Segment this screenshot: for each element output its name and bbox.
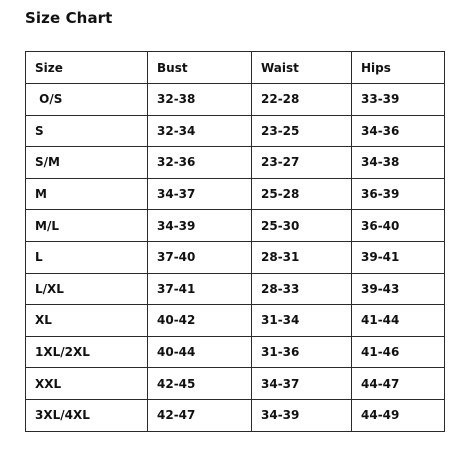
hips-cell: 33-39 bbox=[352, 84, 445, 116]
bust-cell: 42-47 bbox=[148, 399, 252, 431]
hips-cell: 44-49 bbox=[352, 399, 445, 431]
table-row bbox=[26, 273, 445, 305]
bust-cell: 37-40 bbox=[148, 241, 252, 273]
waist-cell: 34-37 bbox=[252, 368, 352, 400]
table-row bbox=[26, 336, 445, 368]
waist-cell: 31-36 bbox=[252, 336, 352, 368]
hips-cell: 41-44 bbox=[352, 305, 445, 337]
header-bust: Bust bbox=[148, 52, 252, 84]
table-row bbox=[26, 147, 445, 179]
size-cell: S/M bbox=[26, 147, 148, 179]
bust-cell: 42-45 bbox=[148, 368, 252, 400]
waist-cell: 28-31 bbox=[252, 241, 352, 273]
hips-cell: 39-41 bbox=[352, 241, 445, 273]
bust-cell: 40-42 bbox=[148, 305, 252, 337]
size-cell: 1XL/2XL bbox=[26, 336, 148, 368]
hips-cell: 36-39 bbox=[352, 178, 445, 210]
size-cell: O/S bbox=[26, 84, 148, 116]
table-row bbox=[26, 210, 445, 242]
bust-cell: 32-38 bbox=[148, 84, 252, 116]
header-hips: Hips bbox=[352, 52, 445, 84]
page-title: Size Chart bbox=[25, 9, 113, 27]
size-cell: XXL bbox=[26, 368, 148, 400]
table-header-row bbox=[26, 52, 445, 84]
waist-cell: 23-27 bbox=[252, 147, 352, 179]
hips-cell: 34-36 bbox=[352, 115, 445, 147]
size-cell: M bbox=[26, 178, 148, 210]
bust-cell: 34-37 bbox=[148, 178, 252, 210]
header-waist: Waist bbox=[252, 52, 352, 84]
bust-cell: 32-36 bbox=[148, 147, 252, 179]
hips-cell: 36-40 bbox=[352, 210, 445, 242]
hips-cell: 34-38 bbox=[352, 147, 445, 179]
size-cell: S bbox=[26, 115, 148, 147]
bust-cell: 37-41 bbox=[148, 273, 252, 305]
table-row bbox=[26, 84, 445, 116]
size-chart-table bbox=[25, 51, 445, 432]
waist-cell: 23-25 bbox=[252, 115, 352, 147]
hips-cell: 39-43 bbox=[352, 273, 445, 305]
bust-cell: 34-39 bbox=[148, 210, 252, 242]
table-row bbox=[26, 305, 445, 337]
table-row bbox=[26, 399, 445, 431]
table-row bbox=[26, 115, 445, 147]
table-row bbox=[26, 178, 445, 210]
size-cell: XL bbox=[26, 305, 148, 337]
bust-cell: 32-34 bbox=[148, 115, 252, 147]
size-cell: 3XL/4XL bbox=[26, 399, 148, 431]
waist-cell: 25-30 bbox=[252, 210, 352, 242]
size-cell: L/XL bbox=[26, 273, 148, 305]
waist-cell: 28-33 bbox=[252, 273, 352, 305]
table-row bbox=[26, 241, 445, 273]
size-cell: M/L bbox=[26, 210, 148, 242]
header-size: Size bbox=[26, 52, 148, 84]
table-row bbox=[26, 368, 445, 400]
waist-cell: 34-39 bbox=[252, 399, 352, 431]
bust-cell: 40-44 bbox=[148, 336, 252, 368]
size-cell: L bbox=[26, 241, 148, 273]
hips-cell: 41-46 bbox=[352, 336, 445, 368]
waist-cell: 22-28 bbox=[252, 84, 352, 116]
waist-cell: 31-34 bbox=[252, 305, 352, 337]
waist-cell: 25-28 bbox=[252, 178, 352, 210]
hips-cell: 44-47 bbox=[352, 368, 445, 400]
